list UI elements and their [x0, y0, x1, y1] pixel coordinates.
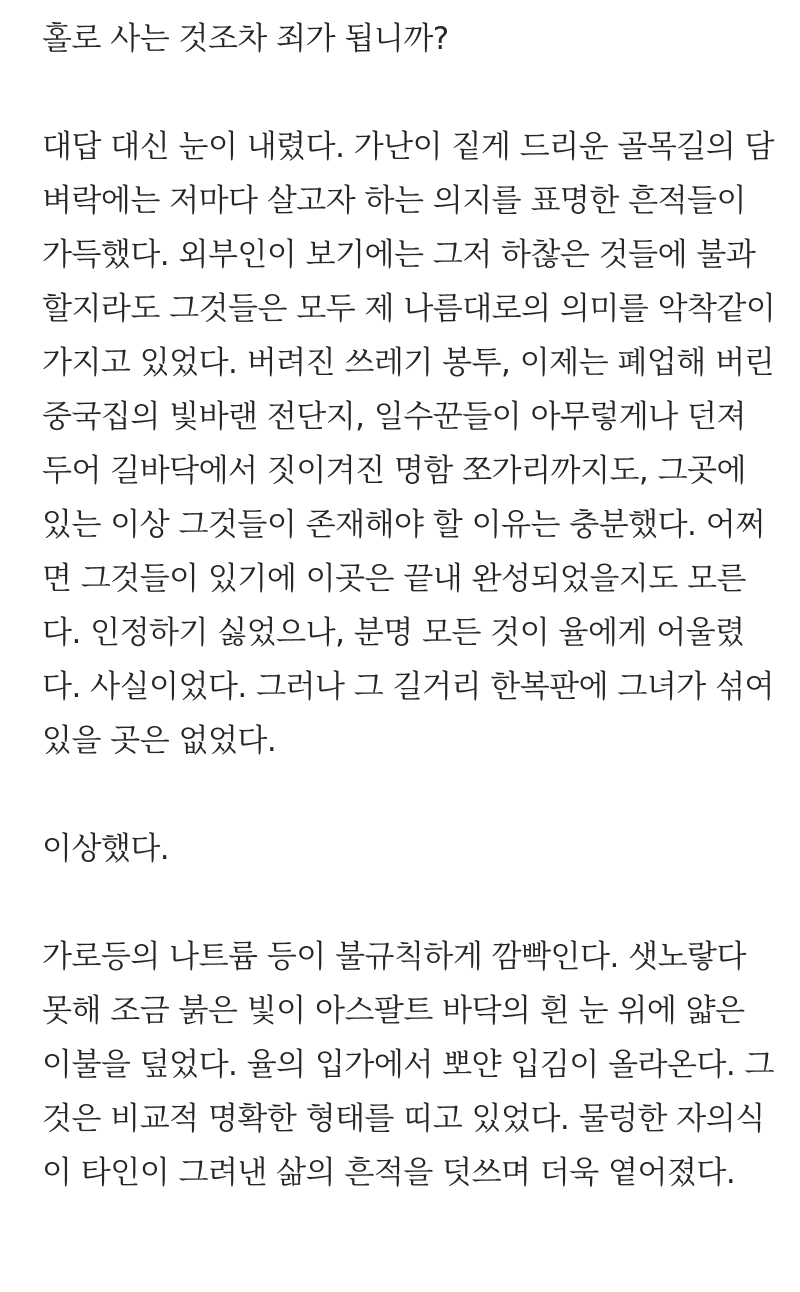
paragraph-gap — [42, 66, 762, 120]
paragraph-strange — [42, 822, 762, 876]
text-line: 다. 사실이었다. 그러나 그 길거리 한복판에 그녀가 섞여 — [42, 669, 774, 705]
text-line: 대답 대신 눈이 내렸다. 가난이 짙게 드리운 골목길의 담 — [42, 129, 774, 165]
text-line: 가지고 있었다. 버려진 쓰레기 봉투, 이제는 폐업해 버린 — [42, 345, 774, 381]
text-line: 다. 인정하기 싫었으나, 분명 모든 것이 율에게 어울렸 — [42, 615, 745, 651]
paragraph-gap — [42, 768, 762, 822]
paragraph-question — [42, 12, 762, 66]
text-line: 두어 길바닥에서 짓이겨진 명함 쪼가리까지도, 그곳에 — [42, 453, 746, 489]
text-line: 면 그것들이 있기에 이곳은 끝내 완성되었을지도 모른 — [42, 561, 746, 597]
text-line: 못해 조금 붉은 빛이 아스팔트 바닥의 흰 눈 위에 얇은 — [42, 993, 745, 1029]
paragraph-alley — [42, 120, 776, 768]
text-line: 있을 곳은 없었다. — [42, 723, 277, 759]
text-line: 가로등의 나트륨 등이 불규칙하게 깜빡인다. 샛노랗다 — [42, 939, 746, 975]
text-line: 있는 이상 그것들이 존재해야 할 이유는 충분했다. 어쩌 — [42, 507, 765, 543]
text-line: 홀로 사는 것조차 죄가 됩니까? — [42, 21, 449, 57]
text-line: 벼락에는 저마다 살고자 하는 의지를 표명한 흔적들이 — [42, 183, 746, 219]
text-line: 중국집의 빛바랜 전단지, 일수꾼들이 아무렇게나 던져 — [42, 399, 746, 435]
text-line: 이불을 덮었다. 율의 입가에서 뽀얀 입김이 올라온다. 그 — [42, 1047, 774, 1083]
paragraph-streetlight — [42, 930, 774, 1200]
paragraph-gap — [42, 876, 762, 930]
text-line: 이 타인이 그려낸 삶의 흔적을 덧쓰며 더욱 옅어졌다. — [42, 1155, 736, 1191]
text-line: 이상했다. — [42, 831, 170, 867]
reading-page — [42, 12, 776, 1200]
text-line: 것은 비교적 명확한 형태를 띠고 있었다. 물렁한 자의식 — [42, 1101, 765, 1137]
text-line: 가득했다. 외부인이 보기에는 그저 하찮은 것들에 불과 — [42, 237, 756, 273]
text-line: 할지라도 그것들은 모두 제 나름대로의 의미를 악착같이 — [42, 291, 776, 327]
